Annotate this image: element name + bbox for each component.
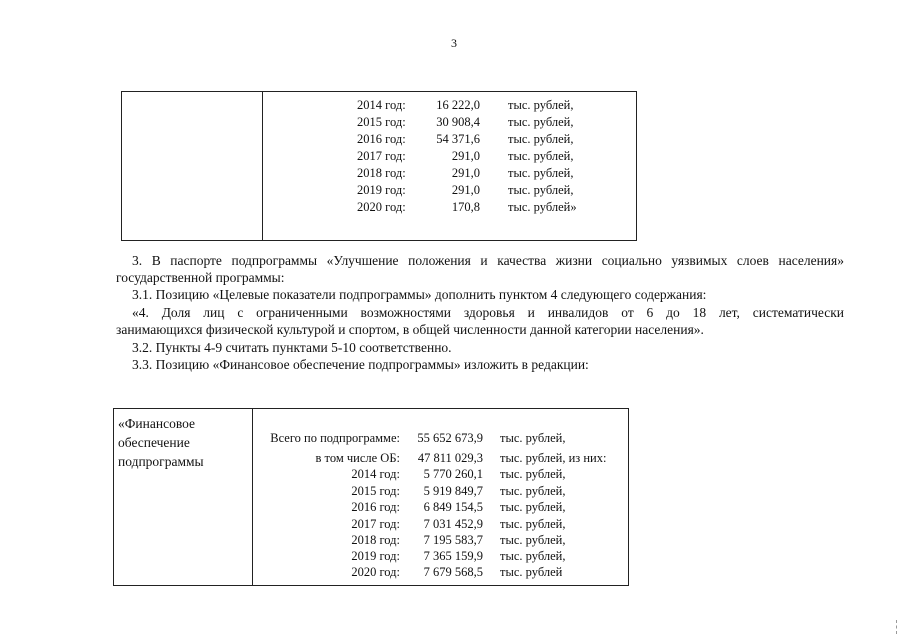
value-cell: 5 919 849,7 [423, 484, 483, 498]
year-cell: 2017 год: [351, 517, 400, 531]
unit-cell: тыс. рублей, [500, 484, 566, 498]
value-cell: 54 371,6 [436, 132, 480, 146]
page-number: 3 [451, 36, 457, 50]
value-cell: 30 908,4 [436, 115, 480, 129]
year-cell: 2015 год: [357, 115, 406, 129]
label-line: «Финансовое [118, 416, 196, 431]
financing-label [118, 414, 246, 471]
unit-cell: тыс. рублей [500, 565, 563, 579]
value-cell: 6 849 154,5 [423, 500, 483, 514]
unit-cell: тыс. рублей, [500, 549, 566, 563]
year-cell: 2016 год: [357, 132, 406, 146]
unit-cell: тыс. рублей, [500, 500, 566, 514]
year-cell: 2017 год: [357, 149, 406, 163]
paragraph-3-1: 3.1. Позицию «Целевые показатели подпрограммы» дополнить пунктом 4 следующего содержания: [132, 287, 707, 302]
column-divider [262, 92, 263, 240]
unit-cell: тыс. рублей» [508, 200, 577, 214]
unit-cell: тыс. рублей, [500, 431, 566, 445]
label-line: подпрограммы [118, 454, 204, 469]
financing-table [113, 408, 629, 586]
value-cell: 291,0 [451, 149, 480, 163]
unit-cell: тыс. рублей, [508, 115, 574, 129]
value-cell: 16 222,0 [436, 98, 480, 112]
paragraph-3-line-1: 3. В паспорте подпрограммы «Улучшение положения и качества жизни социально уязвимых слоев населения» [132, 253, 844, 268]
unit-cell: тыс. рублей, [508, 149, 574, 163]
paragraph-3-line-2: государственной программы: [116, 270, 285, 285]
value-cell: 5 770 260,1 [423, 467, 483, 481]
value-cell: 7 679 568,5 [423, 565, 483, 579]
year-cell: 2014 год: [357, 98, 406, 112]
year-cell: 2019 год: [357, 183, 406, 197]
scan-edge-mark [896, 620, 898, 634]
value-cell: 170,8 [451, 200, 480, 214]
year-cell: 2018 год: [351, 533, 400, 547]
unit-cell: тыс. рублей, [508, 98, 574, 112]
value-cell: 47 811 029,3 [417, 451, 483, 465]
unit-cell: тыс. рублей, [508, 166, 574, 180]
unit-cell: тыс. рублей, из них: [500, 451, 607, 465]
year-cell: 2018 год: [357, 166, 406, 180]
value-cell: 55 652 673,9 [417, 431, 483, 445]
value-cell: 7 031 452,9 [423, 517, 483, 531]
unit-cell: тыс. рублей, [500, 517, 566, 531]
label-cell: в том числе ОБ: [315, 451, 400, 465]
paragraph-3-3: 3.3. Позицию «Финансовое обеспечение подпрограммы» изложить в редакции: [132, 357, 589, 372]
year-cell: 2019 год: [351, 549, 400, 563]
unit-cell: тыс. рублей, [508, 183, 574, 197]
unit-cell: тыс. рублей, [508, 132, 574, 146]
paragraph-4-line-1: «4. Доля лиц с ограниченными возможностями здоровья и инвалидов от 6 до 18 лет, систематически [132, 305, 844, 320]
label-cell: Всего по подпрограмме: [270, 431, 400, 445]
column-divider [252, 409, 253, 585]
paragraph-4-line-2: занимающихся физической культурой и спортом, в общей численности данной категории населения». [116, 322, 704, 337]
funding-table-top [121, 91, 637, 241]
year-cell: 2020 год: [351, 565, 400, 579]
label-line: обеспечение [118, 435, 190, 450]
unit-cell: тыс. рублей, [500, 467, 566, 481]
year-cell: 2020 год: [357, 200, 406, 214]
paragraph-3-2: 3.2. Пункты 4-9 считать пунктами 5-10 соответственно. [132, 340, 452, 355]
value-cell: 7 365 159,9 [423, 549, 483, 563]
year-cell: 2015 год: [351, 484, 400, 498]
value-cell: 7 195 583,7 [423, 533, 483, 547]
value-cell: 291,0 [451, 183, 480, 197]
year-cell: 2014 год: [351, 467, 400, 481]
year-cell: 2016 год: [351, 500, 400, 514]
unit-cell: тыс. рублей, [500, 533, 566, 547]
value-cell: 291,0 [451, 166, 480, 180]
